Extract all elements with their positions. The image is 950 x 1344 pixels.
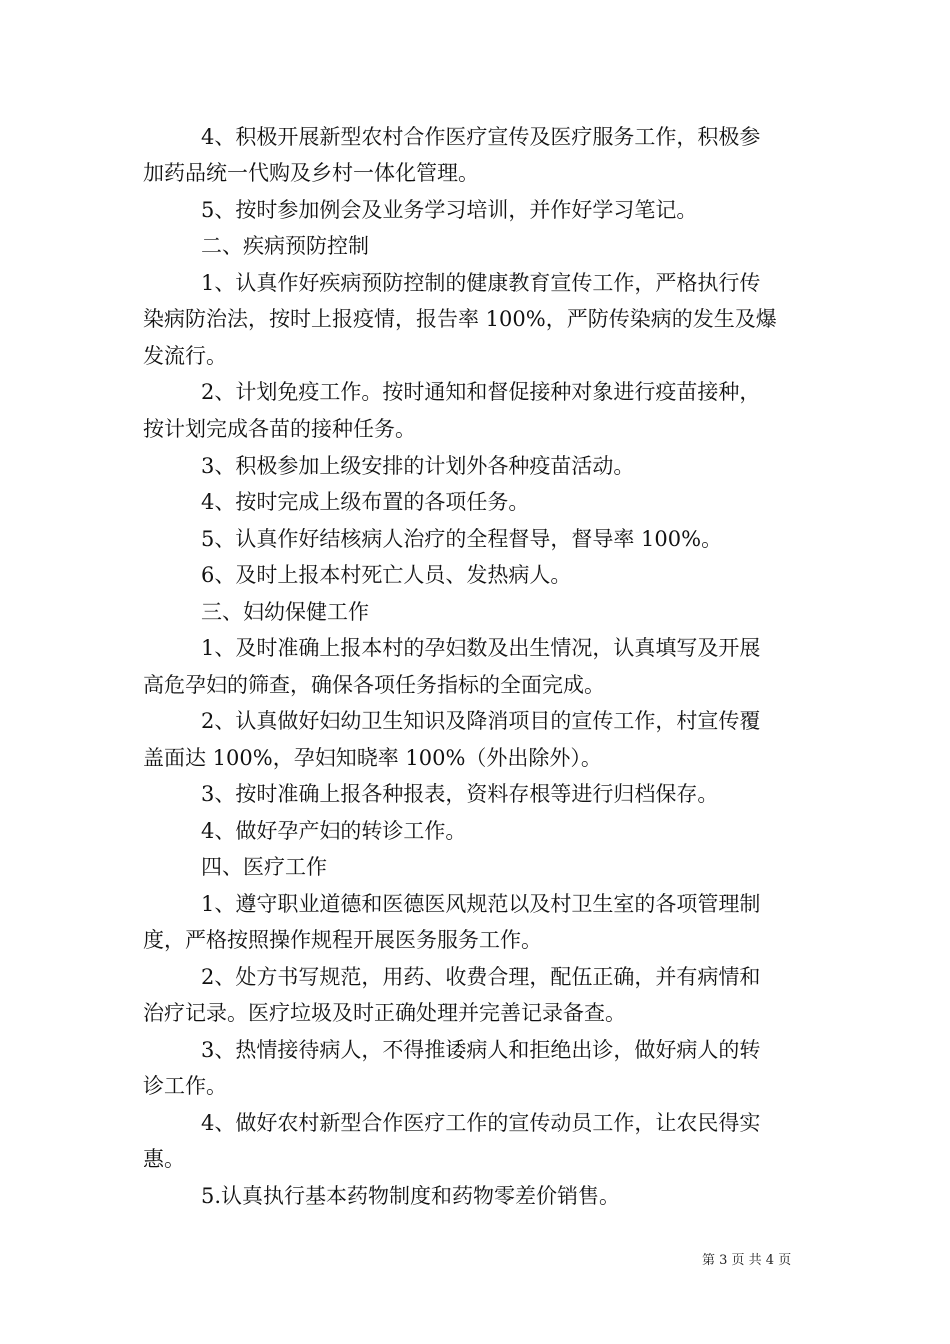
paragraph-line: 盖面达 100%，孕妇知晓率 100%（外出除外）。 <box>143 746 602 770</box>
paragraph-line: 按计划完成各苗的接种任务。 <box>143 417 416 441</box>
paragraph-line: 3、积极参加上级安排的计划外各种疫苗活动。 <box>201 454 635 478</box>
paragraph-line: 度，严格按照操作规程开展医务服务工作。 <box>143 928 542 952</box>
paragraph-line: 4、按时完成上级布置的各项任务。 <box>201 490 530 514</box>
page-number-footer: 第 3 页 共 4 页 <box>702 1253 792 1268</box>
paragraph-line: 4、做好孕产妇的转诊工作。 <box>201 819 467 843</box>
paragraph-line: 5、认真作好结核病人治疗的全程督导，督导率 100%。 <box>201 527 723 551</box>
paragraph-line: 染病防治法，按时上报疫情，报告率 100%，严防传染病的发生及爆 <box>143 307 777 331</box>
paragraph-line: 发流行。 <box>143 344 227 368</box>
section-heading: 二、疾病预防控制 <box>201 234 369 258</box>
paragraph-line: 高危孕妇的筛查，确保各项任务指标的全面完成。 <box>143 673 605 697</box>
paragraph-line: 2、认真做好妇幼卫生知识及降消项目的宣传工作，村宣传覆 <box>201 709 761 733</box>
paragraph-line: 1、遵守职业道德和医德医风规范以及村卫生室的各项管理制 <box>201 892 761 916</box>
paragraph-line: 治疗记录。医疗垃圾及时正确处理并完善记录备查。 <box>143 1001 626 1025</box>
paragraph-line: 1、及时准确上报本村的孕妇数及出生情况，认真填写及开展 <box>201 636 761 660</box>
paragraph-line: 6、及时上报本村死亡人员、发热病人。 <box>201 563 572 587</box>
paragraph-line: 加药品统一代购及乡村一体化管理。 <box>143 161 479 185</box>
paragraph-line: 4、积极开展新型农村合作医疗宣传及医疗服务工作，积极参 <box>201 125 761 149</box>
paragraph-line: 5.认真执行基本药物制度和药物零差价销售。 <box>201 1184 621 1208</box>
paragraph-line: 3、热情接待病人，不得推诿病人和拒绝出诊，做好病人的转 <box>201 1038 761 1062</box>
section-heading: 三、妇幼保健工作 <box>201 600 369 624</box>
paragraph-line: 诊工作。 <box>143 1074 227 1098</box>
paragraph-line: 3、按时准确上报各种报表，资料存根等进行归档保存。 <box>201 782 719 806</box>
paragraph-line: 2、处方书写规范，用药、收费合理，配伍正确，并有病情和 <box>201 965 761 989</box>
paragraph-line: 4、做好农村新型合作医疗工作的宣传动员工作，让农民得实 <box>201 1111 761 1135</box>
paragraph-line: 1、认真作好疾病预防控制的健康教育宣传工作，严格执行传 <box>201 271 761 295</box>
paragraph-line: 5、按时参加例会及业务学习培训，并作好学习笔记。 <box>201 198 698 222</box>
section-heading: 四、医疗工作 <box>201 855 327 879</box>
paragraph-line: 2、计划免疫工作。按时通知和督促接种对象进行疫苗接种， <box>201 380 761 404</box>
paragraph-line: 惠。 <box>143 1147 185 1171</box>
